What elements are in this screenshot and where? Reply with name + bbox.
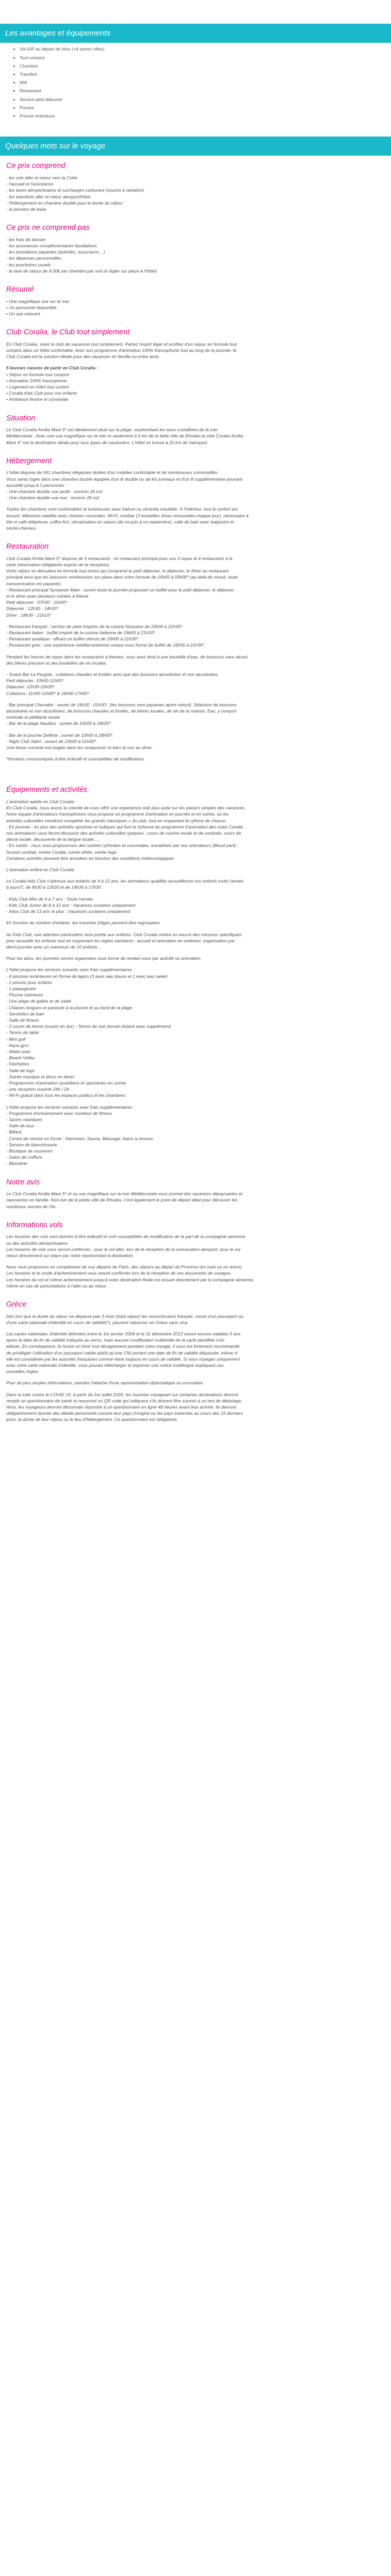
avantage-item-label: Piscine: [20, 105, 34, 110]
avantage-item: [20, 105, 385, 111]
text-line: - Water-polo: [6, 1048, 30, 1054]
text-line: pour accueillir les enfants tout en respectant les règles sanitaires : accueil et animation en extérieur, organisation par: [6, 938, 235, 943]
text-line: - Restaurant asiatique : offrant un buffet chinois de 19h00 à 21h30*.: [6, 636, 139, 642]
avantage-item-label: Transfert: [20, 71, 38, 77]
text-line: - les frais de dossier: [6, 236, 46, 242]
text-line: En Club Coralia, vivez le club de vacances tout simplement. Partez l'esprit léger et profitez d'un séjour en formule tout: [6, 341, 237, 347]
text-line: - Kids Club Mini de 4 à 7 ans : Toute l'année: [6, 896, 93, 902]
section-informations-vols: [6, 1220, 385, 1289]
text-line: - Restaurant principal Symposio Main : ouvert toute la journée proposant un buffet pour le petit déjeuner, le déjeuner: [6, 587, 234, 592]
text-line: - les assurances complémentaires facultatives: [6, 243, 97, 248]
text-line: - l'accueil et l'assistance: [6, 181, 54, 187]
text-line: - 4 piscines extérieures en forme de lagon (3 avec eau douce et 1 avec eau salée): [6, 973, 168, 979]
section-body: [6, 1233, 385, 1289]
text-line: Le Club Coralia Amilia Mare 5* est idéalement situé sur la plage, surplombant les eaux cristallines de la mer: [6, 427, 218, 433]
text-line: assuré: télévision satellite avec chaînes musicales, Wi-Fi, minibar (3 bouteilles d'eau renouvelée chaque jour), nécessaire à: [6, 513, 249, 518]
text-line: - Programmes d'animation quotidiens et spectacles en soirée: [6, 1080, 126, 1086]
text-line: - Une chambre double vue mer : environ 26 m2.: [6, 495, 101, 501]
section-body: [6, 236, 385, 274]
text-line: Pendant les heures de repas dans les restaurants à thèmes, vous avez droit à une bouteille d'eau, de boissons sans alcool,: [6, 654, 249, 659]
text-line: obligatoirement donner des détails personnels comme leur pays d'origine ou les pays traversés au cours des 15 derniers: [6, 1411, 243, 1416]
text-line: - les pourboires usuels: [6, 262, 51, 267]
text-line: - Serviettes de bain: [6, 1011, 45, 1016]
text-line: - Une plage de galets et de sable: [6, 998, 72, 1004]
text-line: Les horaires du vol et même acheminement jusqu'à votre destination finale est assuré directement par la compagnie aérienne,: [6, 1277, 254, 1282]
text-line: - Boutique de souvenirs: [6, 1148, 53, 1154]
avantage-item: [20, 88, 385, 94]
section-title: Résumé: [6, 285, 34, 294]
text-line: - les transferts aller et retour aéroport/hôtel: [6, 194, 90, 199]
avantage-item-label: Restaurant: [20, 88, 42, 94]
text-line: et le dîner avec plusieurs soirées à thème.: [6, 594, 90, 599]
text-line: retour directement sur place par notre représentant à destination.: [6, 1252, 134, 1258]
text-line: Méditerranée . Avec une vue magnifique sur la mer et seulement à 6 km de la belle ville de Rhodes,le club Coralia Amilia: [6, 433, 243, 439]
text-line: - Wi-Fi gratuit dans tous les espaces publics et les chambres: [6, 1093, 126, 1098]
text-line: même en cas de perturbations à l'aller ou au retour.: [6, 1283, 108, 1289]
text-line: L'hôtel propose les services suivants sans frais supplémentaires :: [6, 967, 135, 973]
text-line: Pour les ados, les journées seront organisées sous forme de rendez-vous par activité ou animation.: [6, 956, 202, 961]
text-line: - Salle de jeux: [6, 1123, 35, 1129]
avantages-list: [6, 46, 385, 119]
section-ce-prix-ne-comprend-pas: [6, 223, 385, 274]
section-title: Club Coralia, le Club tout simplement: [6, 328, 130, 337]
text-line: - Kids Club Junior de 8 à 12 ans : Vacances scolaires uniquement: [6, 902, 136, 908]
section-banner-avantages: Les avantages et équipements: [0, 24, 391, 43]
text-line: - Mini golf: [6, 1036, 26, 1042]
section-title: Situation: [6, 414, 36, 422]
text-line: nouvelles règles.: [6, 1369, 40, 1375]
text-line: Les cartes nationales d'identité délivrées entre le 1er janvier 2004 et le 31 décembre 2013 seront encore valables 5 ans: [6, 1331, 241, 1336]
text-line: En Club Coralia, nous avons la volonté de vous offrir une expérience club plus axée sur les plaisirs simples des vacances.: [6, 805, 246, 811]
text-line: - l'hébergement en chambre double pour la durée du séjour: [6, 200, 123, 206]
text-line: Les horaires et le mode d'acheminement vous seront confirmés lors de la réception de vos documents de voyages.: [6, 1270, 232, 1276]
text-line: - la pension de base: [6, 207, 46, 212]
text-line: Le Club Coralia Amilia Mare 5* et sa vue magnifique sur la mer Méditerranée vous promet des vacances dépaysantes et: [6, 1191, 242, 1197]
text-line: Dîner : 18h30 - 21h15*: [6, 612, 51, 618]
text-line: - Restaurant grec : une expérience méditerranéenne unique sous forme de buffet de 19h00 à 21h30*.: [6, 642, 206, 648]
text-line: Déjeuner : 12h30 - 14h30*: [6, 606, 58, 612]
text-line: • Animation 100% francophone: [6, 378, 67, 383]
text-line: - Soirée musique et disco en direct: [6, 1074, 75, 1079]
text-line: - 1 piscine pour enfants: [6, 979, 53, 985]
text-line: - les dépenses personnelles: [6, 256, 62, 261]
text-line: des bières pression et des bouteilles de vin locales.: [6, 660, 107, 666]
text-line: L'animation adulte en Club Coralia: [6, 799, 74, 805]
section-title: Ce prix ne comprend pas: [6, 224, 90, 232]
text-line: • Une magnifique vue sur la mer: [6, 298, 70, 304]
text-line: - Chaises longues et parasols à la piscine et au bord de la plage: [6, 1005, 133, 1010]
text-line: ou des autorités aéroportuaires.: [6, 1240, 69, 1246]
section-title: Grèce: [6, 1300, 27, 1309]
text-line: Vous serez logés dans une chambre double équipée d'un lit double ou de lits jumeaux et d'un lit supplémentaire pouvant: [6, 476, 242, 482]
text-line: - 1 pataugeoire: [6, 986, 36, 991]
text-line: après la date de fin de validité indiquée au verso, mais aucune modification matérielle de la carte plastifiée n'en: [6, 1337, 224, 1343]
text-line: principal ainsi que les boissons nombreuses sur place dans votre formule de 10h00 à 00h00* (au-delà de minuit, toute: [6, 574, 238, 580]
text-line: - les taxes aéroportuaires et surcharges carburant (soumis à variation): [6, 188, 144, 193]
text-line: jours, la durée de leur séjour ou le lieu d'hébergement. Ce questionnaire est obligatoire.: [6, 1417, 178, 1422]
text-line: carte (réservation obligatoire auprès de la réception).: [6, 562, 110, 567]
section-body: [6, 427, 385, 446]
text-line: - Snack Bar La Pergola : collations chaudes et froides ainsi que des boissons alcoolisées et non alcoolisées.: [6, 672, 219, 677]
section-body: [6, 555, 385, 762]
section-title: Informations vols: [6, 1221, 63, 1229]
section-club-coralia-le-club-tout-simplement: [6, 327, 385, 402]
text-line: 5 bonnes raisons de partir en Club Coralia :: [6, 365, 99, 371]
text-line: remplir un questionnaire de santé et recevront un QR code qui indiquera s'ils doivent être soumis à un test de dépistage.: [6, 1398, 242, 1403]
text-line: Notre équipe d'animateurs francophones vous propose un programme d'animation en journée et en soirée, où les: [6, 811, 229, 817]
section-body: [6, 469, 385, 531]
avantages-content: [0, 46, 391, 119]
avantage-item-label: Vol A/R au départ de Nice (+8 autres villes): [20, 46, 105, 52]
text-line: Dans la lutte contre le COVID 19, à partir du 1er juillet 2020, les touristes voyageant sur certaines destinations devront: [6, 1392, 238, 1397]
text-line: - 2 courts de tennis (courts en dur) - Tennis de nuit (terrain éclairé avec supplément): [6, 1024, 171, 1029]
text-line: - les prestations payantes (activités, excursions…): [6, 249, 105, 255]
text-line: alcoolisées et non alcoolisées, de boissons chaudes et froides, de bières locales, de vin de la maison. Eau, y compris: [6, 708, 237, 714]
text-line: - En soirée : nous vous proposerons des soirées rythmées et conviviales, encadrées par nos animateurs (Blood party ,: [6, 843, 239, 849]
text-line: Les horaires des vols sont donnés à titre indicatif et sont susceptibles de modification de la part de la compagnie aérienne: [6, 1234, 246, 1240]
text-line: • Logement en hôtel tout confort: [6, 384, 69, 389]
section-title: Ce prix comprend: [6, 162, 66, 171]
text-line: elle est considérée par les autorités françaises comme étant toujours en cours de validité. Si vous voyagez uniquement: [6, 1356, 240, 1362]
text-line: Club Coralia est la solution idéale pour des vacances en famille ou entre amis.: [6, 354, 160, 360]
text-line: 6 jours/7, de 9h30 à 12h30 et de 14h30 à 17h30 :: [6, 885, 104, 890]
text-line: • Un personnel disponible: [6, 304, 57, 310]
text-line: En fonction du nombre d'enfants, les tranches d'âges peuvent être regroupées: [6, 920, 160, 926]
section-situation: [6, 413, 385, 446]
text-line: atteste. En conséquence, ils fusion en tenir tout désagrément pendant votre voyage, il vous est fortement recommandé: [6, 1344, 240, 1349]
voyage-content: [0, 161, 391, 1422]
section-body: [6, 799, 385, 1167]
text-line: - Service de blanchisserie: [6, 1142, 57, 1147]
avantage-item-label: Chambre: [20, 63, 38, 69]
avantage-item: [20, 63, 385, 69]
text-line: Petit déjeuner: 10h00-11h00*.: [6, 678, 65, 684]
text-line: - Programme d'entraînement avec moniteur de fitness: [6, 1110, 112, 1116]
text-line: demi-journée avec un maximum de 10 enfants…: [6, 944, 102, 950]
text-line: • Un spa relaxant: [6, 311, 40, 316]
section-title: Notre avis: [6, 1178, 40, 1187]
text-line: - Night Club Sabri : ouvert de 23h00 à 01h00*.: [6, 738, 97, 744]
avantage-item: [20, 113, 385, 119]
section-body: [6, 175, 385, 212]
text-line: reposantes en famille. Non loin de la petite ville de Rhodes, c'est également le point de départ idéal pour découvrir les: [6, 1197, 238, 1203]
text-line: Petit déjeuner : 07h30 - 11h00*: [6, 600, 68, 605]
section-body: [6, 341, 385, 403]
text-line: Club Coralia Amilia Mare 5* dispose de 5 restaurants : un restaurant principal pour vos 3 repas et 4 restaurants à la: [6, 555, 233, 561]
text-line: - En journée : en plus des activités sportives et ludiques qui font la richesse du programme d'animation des clubs Coralia: [6, 824, 243, 829]
section-body: [6, 1191, 385, 1210]
text-line: Sunset cocktail, soirée Coralia, soirée white, soirée loga.: [6, 849, 118, 855]
avantage-item: [20, 79, 385, 86]
text-line: avec votre carte nationale d'identité, vous pouvez télécharger et imprimer une notice multilingue expliquant ces: [6, 1363, 224, 1368]
text-line: consommation est payante).: [6, 581, 62, 586]
text-line: • Ambiance festive et conviviale: [6, 397, 69, 402]
text-line: Collations: 11h00-12h00* & 16h00-17h00*.: [6, 690, 90, 696]
section-equipements-et-activites: [6, 785, 385, 1166]
section-notre-avis: [6, 1177, 385, 1210]
section-banner-voyage: Quelques mots sur le voyage: [0, 137, 391, 156]
text-line: - une réception ouverte 24h / 24: [6, 1087, 69, 1092]
text-line: - Bar principal Chevalier : ouvert de 16h30 - 01h00*. (les boissons sont payantes après minuit). Sélection de boissons: [6, 702, 237, 707]
text-line: Déjeuner: 12h30-15h30*: [6, 684, 55, 690]
text-line: d'une carte nationale d'identité en cours de validité(*), peuvent séjourner en Grèce sans visa.: [6, 1319, 189, 1325]
text-line: - Restaurant français : service de plats inspirés de la cuisine française de 19h00 à 21h30*.: [6, 623, 184, 629]
section-title: Équipements et activités: [6, 786, 88, 794]
text-line: - Ados Club de 13 ans et plus : Vacances scolaires uniquement: [6, 909, 131, 914]
text-line: de privilégier l'utilisation d'un passeport valide plutôt qu'une CNI portant une date de fin de validité dépassée, même si: [6, 1350, 238, 1355]
text-line: - Salle de loge: [6, 1067, 35, 1073]
text-line: - les vols aller et retour vers la Crète: [6, 175, 78, 180]
avantage-item-label: Piscine extérieure: [20, 113, 55, 118]
text-line: - Bar de la plage Nautilus : ouvert de 10h00 à 18h00*.: [6, 721, 112, 726]
text-line: - Billard: [6, 1129, 22, 1135]
text-line: - Salle de fitness: [6, 1017, 39, 1023]
text-line: nos animateurs vous feront découvrir des activités culturelles typiques : cours de cuisine locale et de cocktails, cours de: [6, 831, 241, 836]
text-line: - Restaurant italien : buffet inspiré de la cuisine italienne de 19h00 à 21h30*.: [6, 630, 156, 636]
text-line: - Tennis de table: [6, 1030, 39, 1036]
section-restauration: [6, 541, 385, 762]
text-line: activités culturelles viendront compléter les grands classiques « du club, tout en respectant le rythme de chacun.: [6, 818, 227, 823]
text-line: • Séjour en formule tout compris: [6, 371, 70, 377]
text-line: Votre séjour se déroulera en formule tout inclus qui comprend le petit déjeuner, le déjeuner, le dîner au restaurant: [6, 568, 229, 574]
avantage-item-label: Service petit déjeuner: [20, 96, 63, 102]
avantage-item: [20, 55, 385, 61]
text-line: - Bijouterie: [6, 1161, 28, 1166]
text-line: Certaines activités peuvent être annulées en fonction des conditions météorologiques.: [6, 855, 175, 861]
avantage-item-label: Wifi: [20, 80, 27, 86]
text-line: - Bar de la piscine Delfinia : ouvert de 10h00 à 18h00*.: [6, 732, 114, 738]
text-line: Toutes les chambres sont confortables et lumineuses avec balcon ou véranda meublée. À l'intérieur, tout le confort est: [6, 506, 238, 512]
text-line: L'animation enfant en Club Coralia: [6, 867, 74, 873]
avantage-item-label: Tout compris: [20, 55, 45, 60]
section-ce-prix-comprend: [6, 161, 385, 212]
text-line: thé et café téléphone, coffre-fort, climatisation en saison (du mi-juin à mi-septembre), salle de bain avec baignoire et: [6, 519, 234, 524]
text-line: - Une chambre double vue jardin : environ 26 m2.: [6, 488, 104, 494]
text-line: Nous vous proposons en complément de nos départs de Paris, des séjours au départ de Province (en train ou en avion).: [6, 1264, 243, 1270]
text-line: Les horaires de vols vous seront confirmés : pour le vol aller, lors de la réception de la convocation aéroport; pour le vol: [6, 1246, 240, 1252]
text-line: - Aqua gym: [6, 1042, 29, 1048]
text-line: danse locale, découverte de la langue locale,…: [6, 837, 100, 842]
text-line: - Beach-Volley: [6, 1055, 35, 1061]
text-line: compris dans un hôtel confortable. Avec son programme d'animation 100% francophone tout au long de la journée, le: [6, 347, 237, 353]
text-line: - Salon de coiffure: [6, 1155, 42, 1160]
text-line: Dès lors que la durée du séjour ne dépasse pas 3 mois (total séjour) les ressortissants français, munis d'un passeport ou: [6, 1313, 243, 1319]
text-line: accueillir jusqu'à 3 personnes :: [6, 482, 67, 488]
text-line: Mare 5* est la destination idéale pour tous types de vacanciers. L'hôtel se trouve à 20 km de l'aéroport.: [6, 439, 208, 445]
text-line: *Horaires communiqués à titre indicatif et susceptibles de modification.: [6, 756, 145, 762]
text-line: L'hôtel propose les services suivants avec frais supplémentaires :: [6, 1104, 135, 1110]
section-grece: [6, 1299, 385, 1423]
text-line: - la taxe de séjour de 4,00€ par chambre par nuit (à régler sur place à l'hôtel): [6, 268, 157, 274]
text-line: • Coralia Kids Club pour vos enfants: [6, 391, 77, 396]
text-line: - Fléchettes: [6, 1061, 29, 1067]
text-line: sèche-cheveux.: [6, 526, 38, 531]
avantage-item: [20, 46, 385, 52]
text-line: - Piscine intérieure: [6, 992, 43, 998]
section-body: [6, 298, 385, 317]
text-line: Ainsi, les voyageurs devront désormais répondre à un questionnaire en ligne 48 heures avant leur arrivée. Ils devront: [6, 1404, 236, 1410]
text-line: Une tenue correcte est exigée dans les restaurants et bars le soir au dîner.: [6, 745, 153, 751]
section-title: Restauration: [6, 543, 49, 551]
section-hebergement: [6, 456, 385, 531]
text-line: Le Coralia kids Club s'adresse aux enfants de 4 à 12 ans, les animateurs qualifiés accueilleront vos enfants toute l'année: [6, 878, 243, 884]
avantage-item: [20, 96, 385, 103]
text-line: nombreux secrets de l'île.: [6, 1204, 57, 1209]
text-line: Au Kids Club, une attention particulière sera portée aux enfants. Club Coralia mettra en œuvre des mesures spécifiques: [6, 931, 242, 937]
text-line: minérale et pétillante locale: [6, 715, 60, 720]
section-body: [6, 1313, 385, 1423]
section-resume: [6, 284, 385, 317]
section-title: Hébergement: [6, 456, 52, 465]
text-line: L'hôtel dispose de 591 chambres élégantes dotées d'un mobilier confortable et de nombreuses commodités.: [6, 470, 219, 476]
text-line: Pour de plus amples informations, prendre l'attache d'une représentation diplomatique ou consulaire.: [6, 1380, 204, 1386]
text-line: - Sports nautiques: [6, 1116, 42, 1122]
avantage-item: [20, 71, 385, 77]
text-line: - Centre de remise en forme : Hammam, Sauna, Massage, bains à remous: [6, 1136, 153, 1141]
